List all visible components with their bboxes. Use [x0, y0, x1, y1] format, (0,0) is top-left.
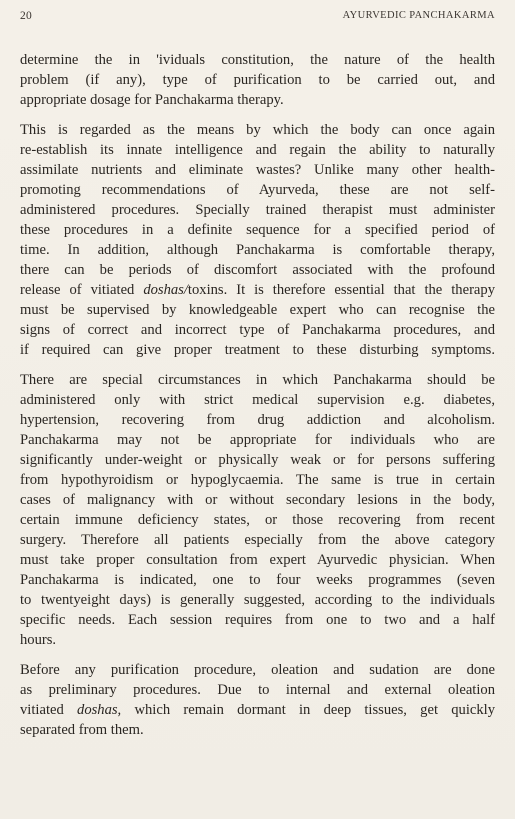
text-line: assimilate nutrients and eliminate wastes? Unlike many other health- — [20, 162, 495, 178]
text-line: re-establish its innate intelligence and regain the ability to naturally — [20, 142, 495, 158]
italic-term: doshas/ — [143, 282, 188, 298]
text-line: There are special circumstances in which Panchakarma should be — [20, 372, 495, 388]
text-segment: vitiated — [20, 702, 78, 718]
paragraph-2 — [20, 120, 495, 360]
text-line: Panchakarma is indicated, one to four weeks programmes (seven — [20, 572, 495, 588]
text-line: separated from them. — [20, 722, 144, 738]
text-line: to twentyeight days) is generally suggested, according to the individuals — [20, 592, 495, 608]
text-line: if required can give proper treatment to these disturbing symptoms. — [20, 342, 495, 358]
body-text — [20, 50, 495, 750]
text-line: This is regarded as the means by which the body can once again — [20, 122, 495, 138]
text-line: cases of malignancy with or without secondary lesions in the body, — [20, 492, 495, 508]
text-line: as preliminary procedures. Due to internal and external oleation — [20, 682, 495, 698]
text-line: administered procedures. Specially trained therapist must administer — [20, 202, 495, 218]
paragraph-3 — [20, 370, 495, 650]
page-number: 20 — [20, 10, 32, 22]
text-segment: toxins. It is therefore essential that the therapy — [187, 282, 495, 298]
text-line: from hypothyroidism or hypoglycaemia. The same is true in certain — [20, 472, 495, 488]
paragraph-1 — [20, 50, 495, 110]
text-line: hours. — [20, 632, 57, 648]
text-line: time. In addition, although Panchakarma is comfortable therapy, — [20, 242, 495, 258]
text-line: specific needs. Each session requires from one to two and a half — [20, 612, 495, 628]
text-line: determine the in 'ividuals constitution, the nature of the health — [20, 52, 495, 68]
page-header — [20, 10, 495, 28]
text-line: significantly under-weight or physically weak or for persons suffering — [20, 452, 495, 468]
text-line — [20, 700, 495, 720]
text-line: there can be periods of discomfort associated with the profound — [20, 262, 495, 278]
text-line: must take proper consultation from expert Ayurvedic physician. When — [20, 552, 495, 568]
text-line: certain immune deficiency states, or those recovering from recent — [20, 512, 495, 528]
text-line: these procedures in a definite sequence for a specified period of — [20, 222, 495, 238]
text-line: appropriate dosage for Panchakarma therapy. — [20, 92, 284, 108]
text-line: surgery. Therefore all patients especially from the above category — [20, 532, 495, 548]
text-segment: which remain dormant in deep tissues, get quickly — [121, 702, 496, 718]
text-line: hypertension, recovering from drug addiction and alcoholism. — [20, 412, 495, 428]
text-line: Panchakarma may not be appropriate for individuals who are — [20, 432, 495, 448]
italic-term: doshas, — [77, 702, 122, 718]
paragraph-4 — [20, 660, 495, 740]
running-head: AYURVEDIC PANCHAKARMA — [342, 10, 495, 21]
text-line: Before any purification procedure, oleation and sudation are done — [20, 662, 495, 678]
text-line: signs of correct and incorrect type of Panchakarma procedures, and — [20, 322, 495, 338]
text-line: promoting recommendations of Ayurveda, these are not self- — [20, 182, 495, 198]
text-line — [20, 280, 495, 300]
text-line: must be supervised by knowledgeable expert who can recognise the — [20, 302, 495, 318]
text-line: administered only with strict medical supervision e.g. diabetes, — [20, 392, 495, 408]
text-segment: release of vitiated — [20, 282, 144, 298]
text-line: problem (if any), type of purification to be carried out, and — [20, 72, 495, 88]
